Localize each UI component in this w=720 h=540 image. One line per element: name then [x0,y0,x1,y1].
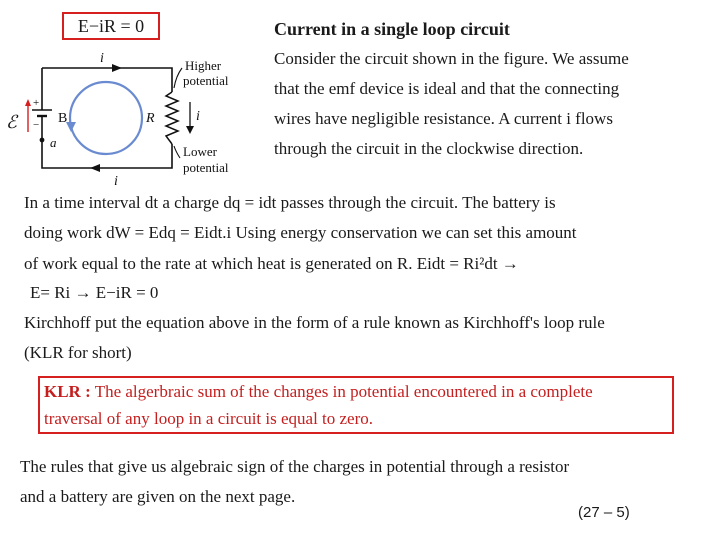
equation-prefix: E [77,16,89,36]
lower-potential-pointer [174,146,180,158]
body-line-1: In a time interval dt a charge dq = idt passes through the circuit. The battery is [24,193,556,212]
resistor-symbol [166,92,178,144]
label-lower-potential-2: potential [183,160,229,175]
label-resistor: R [146,111,155,126]
label-lower-potential-1: Lower [183,144,217,159]
higher-potential-pointer [174,68,182,88]
circuit-figure [0,40,260,190]
klr-rule-box [38,376,674,434]
intro-line-2: that the emf device is ideal and that the connecting [274,79,620,98]
label-node-a: a [50,135,57,150]
klr-label: KLR : [44,382,91,401]
equation-text: −iR = 0 [88,16,145,36]
node-a-dot [40,138,45,143]
intro-line-4: through the circuit in the clockwise direction. [274,139,584,158]
body-line-2: doing work dW = Edq = Eidt.i Using energy conservation we can set this amount [24,223,577,242]
loop-direction-circle [70,82,142,154]
label-higher-potential-2: potential [183,73,229,88]
klr-line-2: traversal of any loop in a circuit is equal to zero. [44,409,374,428]
label-minus: − [33,119,40,131]
body-line-5: Kirchhoff put the equation above in the form of a rule known as Kirchhoff's loop rule [24,313,605,332]
label-current-top: i [100,51,104,66]
current-arrow-top [112,64,122,72]
label-higher-potential-1: Higher [185,58,222,73]
page-number: (27 – 5) [578,504,630,521]
resistor-current-arrow [186,126,194,134]
section-title: Current in a single loop circuit [274,19,510,39]
boxed-equation [62,12,160,40]
body-line-3: of work equal to the rate at which heat is generated on R. Eidt = Ri²dt → [24,254,519,273]
current-arrow-bottom [90,164,100,172]
body-line-6: (KLR for short) [24,343,132,362]
label-battery: B [58,111,68,126]
label-plus: + [33,97,40,109]
footer-line-1: The rules that give us algebraic sign of the charges in potential through a resistor [20,457,570,476]
loop-direction-arrow [66,122,76,132]
klr-text-1: The algerbraic sum of the changes in potential encountered in a complete [90,382,593,401]
intro-line-3: wires have negligible resistance. A current i flows [274,109,613,128]
intro-line-1: Consider the circuit shown in the figure. We assume [274,49,629,68]
body-line-4: E= Ri → E−iR = 0 [30,283,159,302]
footer-line-2: and a battery are given on the next page. [20,487,296,506]
label-resistor-current: i [196,109,200,124]
label-current-bottom: i [114,174,118,189]
label-emf: ℰ [6,112,17,132]
klr-line-1 [44,381,593,403]
